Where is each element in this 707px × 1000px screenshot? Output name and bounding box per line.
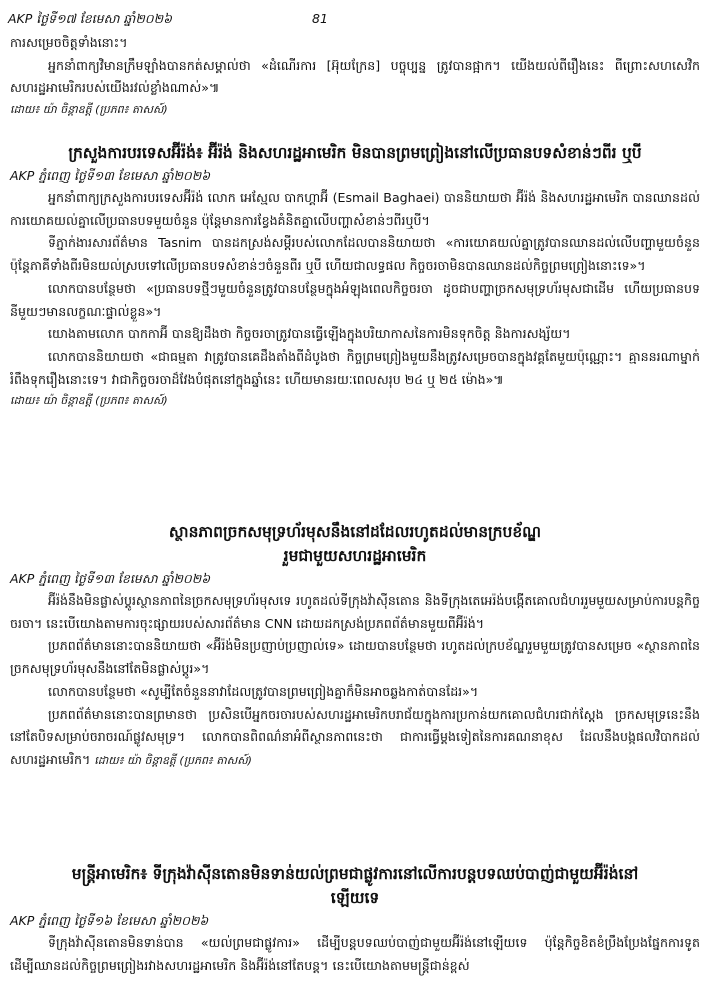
article-2-dateline: AKP ភ្នំពេញ ថ្ងៃទី១៣ ខែមេសា ឆ្នាំ២០២៦	[10, 571, 211, 586]
article-1-dateline: AKP ភ្នំពេញ ថ្ងៃទី១៣ ខែមេសា ឆ្នាំ២០២៦	[10, 168, 211, 183]
intro-credit: ដោយ៖ យ៉ា ចិន្តាឧត្តី (ប្រភព៖ តាសស៍)	[10, 103, 168, 117]
article-2-paragraph-3: លោកបានបន្ថែមថា «សូម្បីតែចំនួននាវាដែលត្រូវបានព្រមព្រៀងគ្នាក៏មិនអាចឆ្លងកាត់បានដែរ»។	[48, 683, 479, 699]
article-2-paragraph-1: អ៊ីរ៉ង់នឹងមិនផ្លាស់ប្ដូរស្ថានភាពនៃច្រកសមុទ្រហ័រមុសទេ រហូតដល់ទីក្រុងវ៉ាស៊ីនតោន និងទីក្រុងតេអេរ៉ង់បង្កើតគោលជំហររួមមួយសម្រាប់ការបន្តកិច្ចចរចា។ នេះបើយោងតាមការចុះផ្សាយរបស់សារព័ត៌មាន CNN ដោយដកស្រង់ប្រភពព័ត៌មានមួយពីអ៊ីរ៉ង់។	[10, 593, 700, 631]
article-1-paragraph-5: លោកបាននិយាយថា «ជាធម្មតា វាត្រូវបានគេដឹងតាំងពីដំបូងថា កិច្ចព្រមព្រៀងមួយនឹងត្រូវសម្រេចបានក្នុងវគ្គតែមួយប៉ុណ្ណោះ។ គ្មាននរណាម្នាក់រំពឹងទុករឿងនោះទេ។ វាជាកិច្ចចរចាដ៏វែងបំផុតនៅក្នុងឆ្នាំនេះ ហើយមានរយៈពេលសរុប ២៤ ឬ ២៥ ម៉ោង»៕	[10, 348, 700, 387]
article-3-title-line-2: ឡើយទេ	[330, 889, 380, 907]
article-2-paragraph-4	[10, 704, 700, 773]
intro-section	[10, 32, 700, 120]
article-2-paragraph-4-text: ប្រភពព័ត៌មាននោះបានព្រមានថា ប្រសិនបើអ្នកចរចារបស់សហរដ្ឋអាមេរិកបរាជ័យក្នុងការប្រកាន់យកគោលជំហរជាក់ស្ដែង ច្រកសមុទ្រនេះនឹងនៅតែបិទសម្រាប់ចរាចរណ៍ផ្លូវសមុទ្រ។ លោកបានពិពណ៌នាអំពីស្ថានភាពនេះថា ជាការធ្វើម្ដងទៀតនៃការគណនាខុស ដែលនឹងបង្កផលវិបាកដល់សហរដ្ឋអាមេរិក។	[10, 706, 700, 767]
page-number: 81	[312, 11, 328, 26]
article-1	[10, 141, 700, 411]
article-1-paragraph-1: អ្នកនាំពាក្យក្រសួងការបរទេសអ៊ីរ៉ង់ លោក អេស្មែល បាកហ្គាអ៊ី (Esmail Baghaei) បាននិយាយថា អ៊ីរ៉ង់ និងសហរដ្ឋអាមេរិក បានឈានដល់ការយោគយល់គ្នាលើប្រធានបទមួយចំនួន ប៉ុន្តែមានការខ្វែងគំនិតគ្នាលើបញ្ហាសំខាន់ៗពីរឬបី។	[10, 190, 700, 228]
header-dateline: AKP ថ្ងៃទី១៧ ខែមេសា ឆ្នាំ២០២៦	[8, 11, 172, 26]
article-1-credit: ដោយ៖ យ៉ា ចិន្តាឧត្តី (ប្រភព៖ តាសស៍)	[10, 394, 168, 408]
article-1-paragraph-2: ទីភ្នាក់ងារសារព័ត៌មាន Tasnim បានដកស្រង់សម្ដីរបស់លោកដែលបាននិយាយថា «ការយោគយល់គ្នាត្រូវបានឈានដល់លើបញ្ហាមួយចំនួន ប៉ុន្តែភាគីទាំងពីរមិនយល់ស្របទៅលើប្រធានបទសំខាន់ៗចំនួនពីរ ឬបី ហើយជាលទ្ធផល កិច្ចចរចាមិនបានឈានដល់កិច្ចព្រមព្រៀងនោះទេ»។	[10, 235, 700, 274]
article-1-paragraph-4: យោងតាមលោក បាកកាអ៊ី បានឱ្យដឹងថា កិច្ចចរចាត្រូវបានធ្វើឡើងក្នុងបរិយាកាសនៃការមិនទុកចិត្ត និងការសង្ស័យ។	[48, 326, 571, 342]
intro-paragraph-2: អ្នកនាំពាក្យវិមានក្រឹមឡាំងបានកត់សម្គាល់ថា «ដំណើរការ [អ៊ុយក្រែន] បច្ចុប្បន្ន ត្រូវបានផ្អាក។ យើងយល់ពីរឿងនេះ ពីព្រោះសហសេវិកសហរដ្ឋអាមេរិករបស់យើងរវល់ខ្លាំងណាស់»៕	[10, 57, 700, 96]
article-1-title: ក្រសួងការបរទេសអ៊ីរ៉ង់៖ អ៊ីរ៉ង់ និងសហរដ្ឋអាមេរិក មិនបានព្រមព្រៀងនៅលើប្រធានបទសំខាន់ៗពីរ ឬបី	[68, 144, 642, 162]
article-2	[10, 520, 700, 773]
article-3-paragraph-1: ទីក្រុងវ៉ាស៊ីនតោនមិនទាន់បាន «យល់ព្រមជាផ្លូវការ» ដើម្បីបន្តបទឈប់បាញ់ជាមួយអ៊ីរ៉ង់នៅឡើយទេ ប៉ុន្តែកិច្ចខិតខំប្រឹងប្រែងផ្នែកការទូតដើម្បីឈានដល់កិច្ចព្រមព្រៀងរវាងសហរដ្ឋអាមេរិក និងអ៊ីរ៉ង់នៅតែបន្ត។ នេះបើយោងតាមមន្ត្រីជាន់ខ្ពស់	[10, 935, 700, 973]
article-2-title-line-2: រួមជាមួយសហរដ្ឋអាមេរិក	[283, 547, 427, 565]
article-2-paragraph-2: ប្រភពព័ត៌មាននោះបាននិយាយថា «អ៊ីរ៉ង់មិនប្រញាប់ប្រញាល់ទេ» ដោយបានបន្ថែមថា រហូតដល់ក្របខ័ណ្ឌរួមមួយត្រូវបានសម្រេច «ស្ថានភាពនៃច្រកសមុទ្រហ័រមុសនឹងនៅតែមិនផ្លាស់ប្ដូរ»។	[10, 638, 700, 677]
article-2-credit: ដោយ៖ យ៉ា ចិន្តាឧត្តី (ប្រភព៖ តាសស៍)	[94, 753, 252, 767]
article-2-title-line-1: ស្ថានភាពច្រកសមុទ្រហ័រមុសនឹងនៅដដែលរហូតដល់មានក្របខ័ណ្ឌ	[168, 523, 542, 541]
page-header	[8, 8, 698, 30]
article-3-dateline: AKP ភ្នំពេញ ថ្ងៃទី១៦ ខែមេសា ឆ្នាំ២០២៦	[10, 913, 209, 928]
intro-paragraph-1: ការសម្រេចចិត្តទាំងនោះ។	[10, 35, 128, 50]
article-3	[10, 862, 700, 977]
article-1-paragraph-3: លោកបានបន្ថែមថា «ប្រធានបទថ្មីៗមួយចំនួនត្រូវបានបន្ថែមក្នុងអំឡុងពេលកិច្ចចរចា ដូចជាបញ្ហាច្រកសមុទ្រហ័រមុសជាដើម ហើយប្រធានបទនីមួយៗមានលក្ខណៈផ្ទាល់ខ្លួន»។	[10, 280, 700, 319]
article-3-title-line-1: មន្ត្រីអាមេរិក៖ ទីក្រុងវ៉ាស៊ីនតោនមិនទាន់យល់ព្រមជាផ្លូវការនៅលើការបន្តបទឈប់បាញ់ជាមួយអ៊ីរ៉ង់នៅ	[71, 865, 639, 883]
